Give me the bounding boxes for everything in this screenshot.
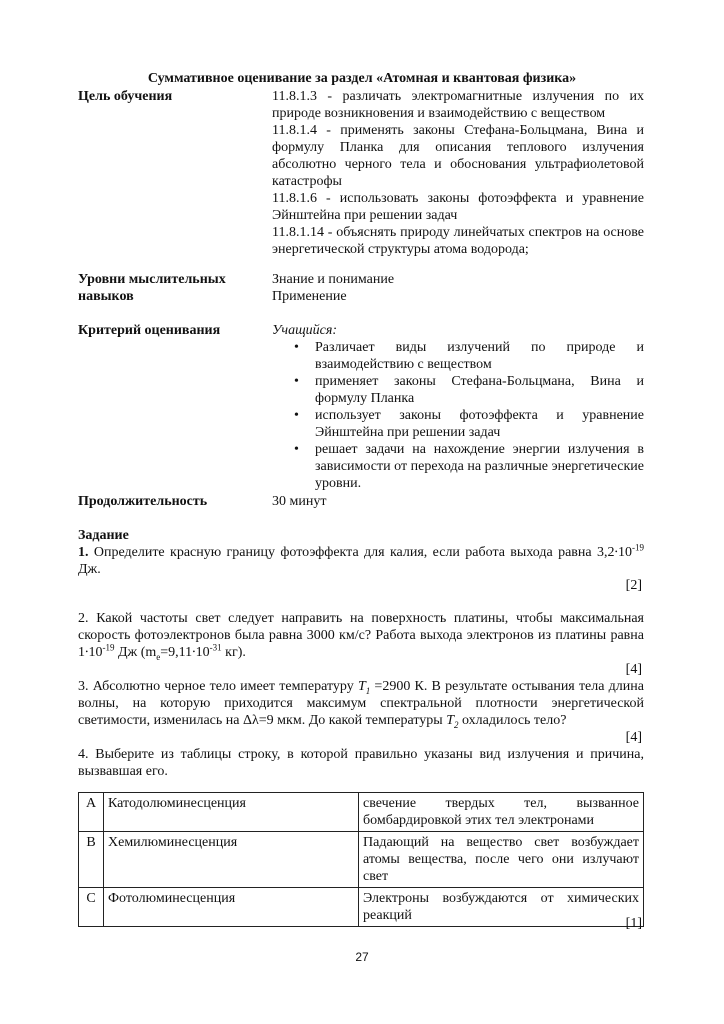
question-2 <box>78 610 644 661</box>
question-4: 4. Выберите из таблицы строку, в которой правильно указаны вид излучения и причина, вызвавшая его. <box>78 747 644 779</box>
bullet-icon: • <box>294 374 299 389</box>
goal-item: 11.8.1.4 - применять законы Стефана-Больцмана, Вина и формулу Планка для описания теплового излучения абсолютно черного тела и обоснования ультрафиолетовой катастрофы <box>272 123 644 189</box>
exponent: -31 <box>209 642 222 653</box>
bullet-icon: • <box>294 340 299 355</box>
row-letter: C <box>79 888 104 927</box>
question-text: кг). <box>221 645 246 660</box>
radiation-type: Фотолюминесценция <box>104 888 359 927</box>
radiation-cause: Падающий на вещество свет возбуждает атомы вещества, после чего они излучают свет <box>359 832 644 888</box>
goal-item: 11.8.1.6 - использовать законы фотоэффекта и уравнение Эйнштейна при решении задач <box>272 191 644 223</box>
bullet-icon: • <box>294 408 299 423</box>
exponent: -19 <box>102 642 115 653</box>
level-item: Применение <box>272 289 347 304</box>
page-title: Суммативное оценивание за раздел «Атомная и квантовая физика» <box>147 71 577 86</box>
criteria-learner: Учащийся: <box>272 323 338 338</box>
bullet-icon: • <box>294 442 299 457</box>
criteria-label: Критерий оценивания <box>78 323 221 338</box>
duration-label: Продолжительность <box>78 494 208 509</box>
variable: T <box>446 713 455 728</box>
levels-list <box>272 271 644 305</box>
goal-item: 11.8.1.3 - различать электромагнитные излучения по их природе возникновения и взаимодействию с веществом <box>272 89 644 121</box>
row-letter: A <box>79 793 104 832</box>
table-row <box>79 888 644 927</box>
table-row <box>79 832 644 888</box>
subscript: e <box>156 651 161 662</box>
duration-value: 30 минут <box>272 494 327 509</box>
row-letter: B <box>79 832 104 888</box>
question-text: Дж (m <box>114 645 157 660</box>
question-text: охладилось тело? <box>458 713 567 728</box>
variable-subscript: 2 <box>454 719 459 730</box>
table-row <box>79 793 644 832</box>
question-2-points: [4] <box>625 662 642 677</box>
radiation-type: Хемилюминесценция <box>104 832 359 888</box>
criteria-item-text: использует законы фотоэффекта и уравнение Эйнштейна при решении задач <box>315 408 644 440</box>
goal-label: Цель обучения <box>78 89 173 104</box>
question-text: 2. Какой частоты свет следует направить на поверхность платины, чтобы максимальная скорость фотоэлектронов была равна 3000 км/с? Работа выхода электронов из платины равна 1∙10 <box>78 611 644 660</box>
criteria-item-text: применяет законы Стефана-Больцмана, Вина и формулу Планка <box>315 374 644 406</box>
criteria-item <box>272 441 644 492</box>
question-text: Определите красную границу фотоэффекта для калия, если работа выхода равна 3,2∙10 <box>88 545 632 560</box>
level-item: Знание и понимание <box>272 272 395 287</box>
radiation-cause: свечение твердых тел, вызванное бомбардировкой этих тел электронами <box>359 793 644 832</box>
criteria-item <box>272 339 644 373</box>
radiation-type: Катодолюминесценция <box>104 793 359 832</box>
question-1-points: [2] <box>625 578 642 593</box>
question-text: =9,11∙10 <box>160 645 210 660</box>
variable: T <box>357 679 366 694</box>
question-1 <box>78 544 644 578</box>
goal-list <box>272 88 644 258</box>
criteria-item-text: решает задачи на нахождение энергии излучения в зависимости от перехода на различные энергетические уровни. <box>315 442 644 491</box>
question-4-points: [1] <box>625 916 642 931</box>
question-text: Дж. <box>78 562 101 577</box>
goal-item: 11.8.1.14 - объяснять природу линейчатых спектров на основе энергетической структуры атома водорода; <box>272 225 644 257</box>
page-number: 27 <box>355 950 369 964</box>
variable-subscript: 1 <box>365 685 371 696</box>
question-3 <box>78 678 644 729</box>
task-heading: Задание <box>78 528 129 543</box>
levels-label-line: Уровни мыслительных <box>78 272 226 287</box>
levels-label <box>78 271 226 305</box>
criteria-list <box>272 339 644 492</box>
radiation-cause: Электроны возбуждаются от химических реакций <box>359 888 644 927</box>
answer-table <box>78 792 644 927</box>
question-text: 3. Абсолютно черное тело имеет температуру <box>78 679 358 694</box>
criteria-item <box>272 373 644 407</box>
exponent: -19 <box>632 542 644 553</box>
criteria-item <box>272 407 644 441</box>
question-number: 1. <box>78 545 89 560</box>
criteria-item-text: Различает виды излучений по природе и взаимодействию с веществом <box>315 340 644 372</box>
question-3-points: [4] <box>625 730 642 745</box>
levels-label-line: навыков <box>78 289 134 304</box>
question-text: =2900 К. В результате остывания тела длина волны, на которую приходится максимум спектральной плотности энергетической светимости, изменилась на Δλ=9 мкм. До какой температуры <box>78 679 644 728</box>
